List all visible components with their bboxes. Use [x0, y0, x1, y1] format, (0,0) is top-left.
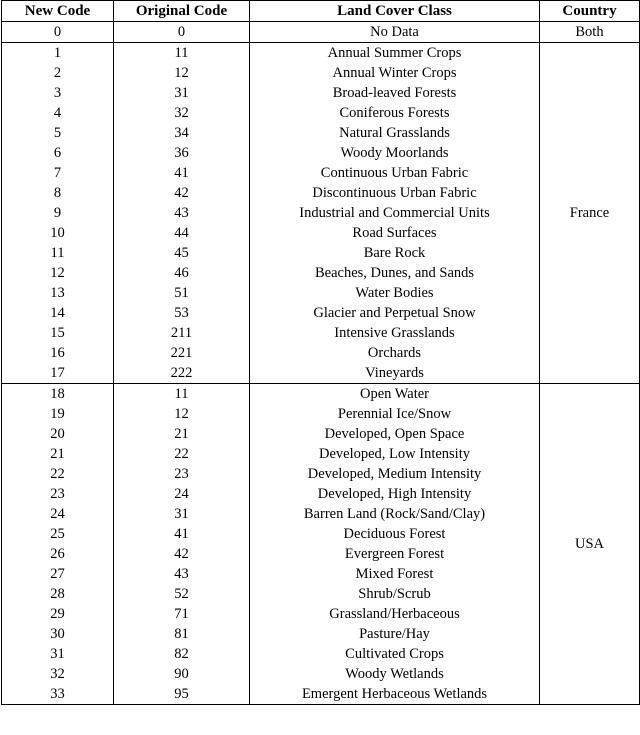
cell-land-cover-class: Developed, High Intensity — [250, 484, 540, 504]
table-row — [2, 43, 640, 64]
cell-original-code: 43 — [114, 564, 250, 584]
cell-land-cover-class: Annual Summer Crops — [250, 43, 540, 64]
cell-original-code: 32 — [114, 103, 250, 123]
cell-land-cover-class: Emergent Herbaceous Wetlands — [250, 684, 540, 705]
cell-land-cover-class: Road Surfaces — [250, 223, 540, 243]
cell-original-code: 90 — [114, 664, 250, 684]
header-land-cover-class: Land Cover Class — [250, 1, 540, 22]
cell-new-code: 14 — [2, 303, 114, 323]
cell-original-code: 0 — [114, 22, 250, 43]
cell-original-code: 43 — [114, 203, 250, 223]
cell-new-code: 12 — [2, 263, 114, 283]
cell-new-code: 22 — [2, 464, 114, 484]
cell-original-code: 23 — [114, 464, 250, 484]
cell-original-code: 46 — [114, 263, 250, 283]
cell-new-code: 18 — [2, 384, 114, 405]
cell-land-cover-class: Bare Rock — [250, 243, 540, 263]
cell-land-cover-class: Annual Winter Crops — [250, 63, 540, 83]
cell-land-cover-class: Beaches, Dunes, and Sands — [250, 263, 540, 283]
cell-original-code: 45 — [114, 243, 250, 263]
cell-country: France — [540, 43, 640, 384]
land-cover-code-table — [1, 0, 640, 705]
header-new-code: New Code — [2, 1, 114, 22]
cell-original-code: 95 — [114, 684, 250, 705]
cell-land-cover-class: Deciduous Forest — [250, 524, 540, 544]
header-original-code: Original Code — [114, 1, 250, 22]
cell-new-code: 23 — [2, 484, 114, 504]
header-row — [2, 1, 640, 22]
cell-new-code: 7 — [2, 163, 114, 183]
cell-original-code: 21 — [114, 424, 250, 444]
cell-new-code: 4 — [2, 103, 114, 123]
cell-new-code: 3 — [2, 83, 114, 103]
cell-land-cover-class: Cultivated Crops — [250, 644, 540, 664]
cell-land-cover-class: Perennial Ice/Snow — [250, 404, 540, 424]
cell-land-cover-class: Developed, Low Intensity — [250, 444, 540, 464]
table-header — [2, 1, 640, 22]
cell-land-cover-class: Pasture/Hay — [250, 624, 540, 644]
cell-land-cover-class: Shrub/Scrub — [250, 584, 540, 604]
cell-new-code: 27 — [2, 564, 114, 584]
cell-new-code: 0 — [2, 22, 114, 43]
cell-land-cover-class: Woody Wetlands — [250, 664, 540, 684]
cell-land-cover-class: Woody Moorlands — [250, 143, 540, 163]
cell-land-cover-class: Orchards — [250, 343, 540, 363]
cell-new-code: 19 — [2, 404, 114, 424]
cell-new-code: 5 — [2, 123, 114, 143]
cell-land-cover-class: Water Bodies — [250, 283, 540, 303]
cell-original-code: 82 — [114, 644, 250, 664]
cell-new-code: 31 — [2, 644, 114, 664]
cell-new-code: 16 — [2, 343, 114, 363]
cell-land-cover-class: Industrial and Commercial Units — [250, 203, 540, 223]
cell-country: USA — [540, 384, 640, 705]
header-country: Country — [540, 1, 640, 22]
cell-land-cover-class: Natural Grasslands — [250, 123, 540, 143]
cell-land-cover-class: Discontinuous Urban Fabric — [250, 183, 540, 203]
cell-new-code: 30 — [2, 624, 114, 644]
cell-original-code: 22 — [114, 444, 250, 464]
table-row — [2, 384, 640, 405]
cell-new-code: 26 — [2, 544, 114, 564]
cell-original-code: 42 — [114, 183, 250, 203]
cell-original-code: 41 — [114, 524, 250, 544]
cell-land-cover-class: Intensive Grasslands — [250, 323, 540, 343]
cell-original-code: 34 — [114, 123, 250, 143]
cell-original-code: 12 — [114, 404, 250, 424]
cell-new-code: 28 — [2, 584, 114, 604]
cell-land-cover-class: Mixed Forest — [250, 564, 540, 584]
cell-original-code: 11 — [114, 384, 250, 405]
cell-land-cover-class: No Data — [250, 22, 540, 43]
cell-new-code: 2 — [2, 63, 114, 83]
cell-original-code: 53 — [114, 303, 250, 323]
cell-original-code: 12 — [114, 63, 250, 83]
cell-land-cover-class: Coniferous Forests — [250, 103, 540, 123]
cell-land-cover-class: Evergreen Forest — [250, 544, 540, 564]
cell-land-cover-class: Open Water — [250, 384, 540, 405]
cell-new-code: 33 — [2, 684, 114, 705]
cell-original-code: 11 — [114, 43, 250, 64]
cell-original-code: 211 — [114, 323, 250, 343]
cell-original-code: 31 — [114, 504, 250, 524]
cell-land-cover-class: Vineyards — [250, 363, 540, 384]
cell-new-code: 10 — [2, 223, 114, 243]
table-row — [2, 22, 640, 43]
cell-new-code: 21 — [2, 444, 114, 464]
cell-new-code: 24 — [2, 504, 114, 524]
cell-new-code: 11 — [2, 243, 114, 263]
cell-land-cover-class: Developed, Open Space — [250, 424, 540, 444]
cell-land-cover-class: Barren Land (Rock/Sand/Clay) — [250, 504, 540, 524]
cell-new-code: 29 — [2, 604, 114, 624]
cell-land-cover-class: Broad-leaved Forests — [250, 83, 540, 103]
cell-new-code: 1 — [2, 43, 114, 64]
cell-land-cover-class: Continuous Urban Fabric — [250, 163, 540, 183]
cell-land-cover-class: Glacier and Perpetual Snow — [250, 303, 540, 323]
cell-new-code: 8 — [2, 183, 114, 203]
cell-original-code: 52 — [114, 584, 250, 604]
cell-new-code: 15 — [2, 323, 114, 343]
cell-new-code: 9 — [2, 203, 114, 223]
cell-original-code: 44 — [114, 223, 250, 243]
cell-country: Both — [540, 22, 640, 43]
cell-new-code: 32 — [2, 664, 114, 684]
cell-original-code: 36 — [114, 143, 250, 163]
cell-original-code: 24 — [114, 484, 250, 504]
cell-new-code: 6 — [2, 143, 114, 163]
cell-new-code: 25 — [2, 524, 114, 544]
table-body — [2, 22, 640, 705]
cell-original-code: 81 — [114, 624, 250, 644]
cell-original-code: 42 — [114, 544, 250, 564]
cell-land-cover-class: Grassland/Herbaceous — [250, 604, 540, 624]
cell-original-code: 31 — [114, 83, 250, 103]
cell-original-code: 71 — [114, 604, 250, 624]
cell-original-code: 51 — [114, 283, 250, 303]
cell-original-code: 221 — [114, 343, 250, 363]
cell-original-code: 222 — [114, 363, 250, 384]
cell-land-cover-class: Developed, Medium Intensity — [250, 464, 540, 484]
cell-new-code: 17 — [2, 363, 114, 384]
cell-new-code: 13 — [2, 283, 114, 303]
cell-new-code: 20 — [2, 424, 114, 444]
cell-original-code: 41 — [114, 163, 250, 183]
